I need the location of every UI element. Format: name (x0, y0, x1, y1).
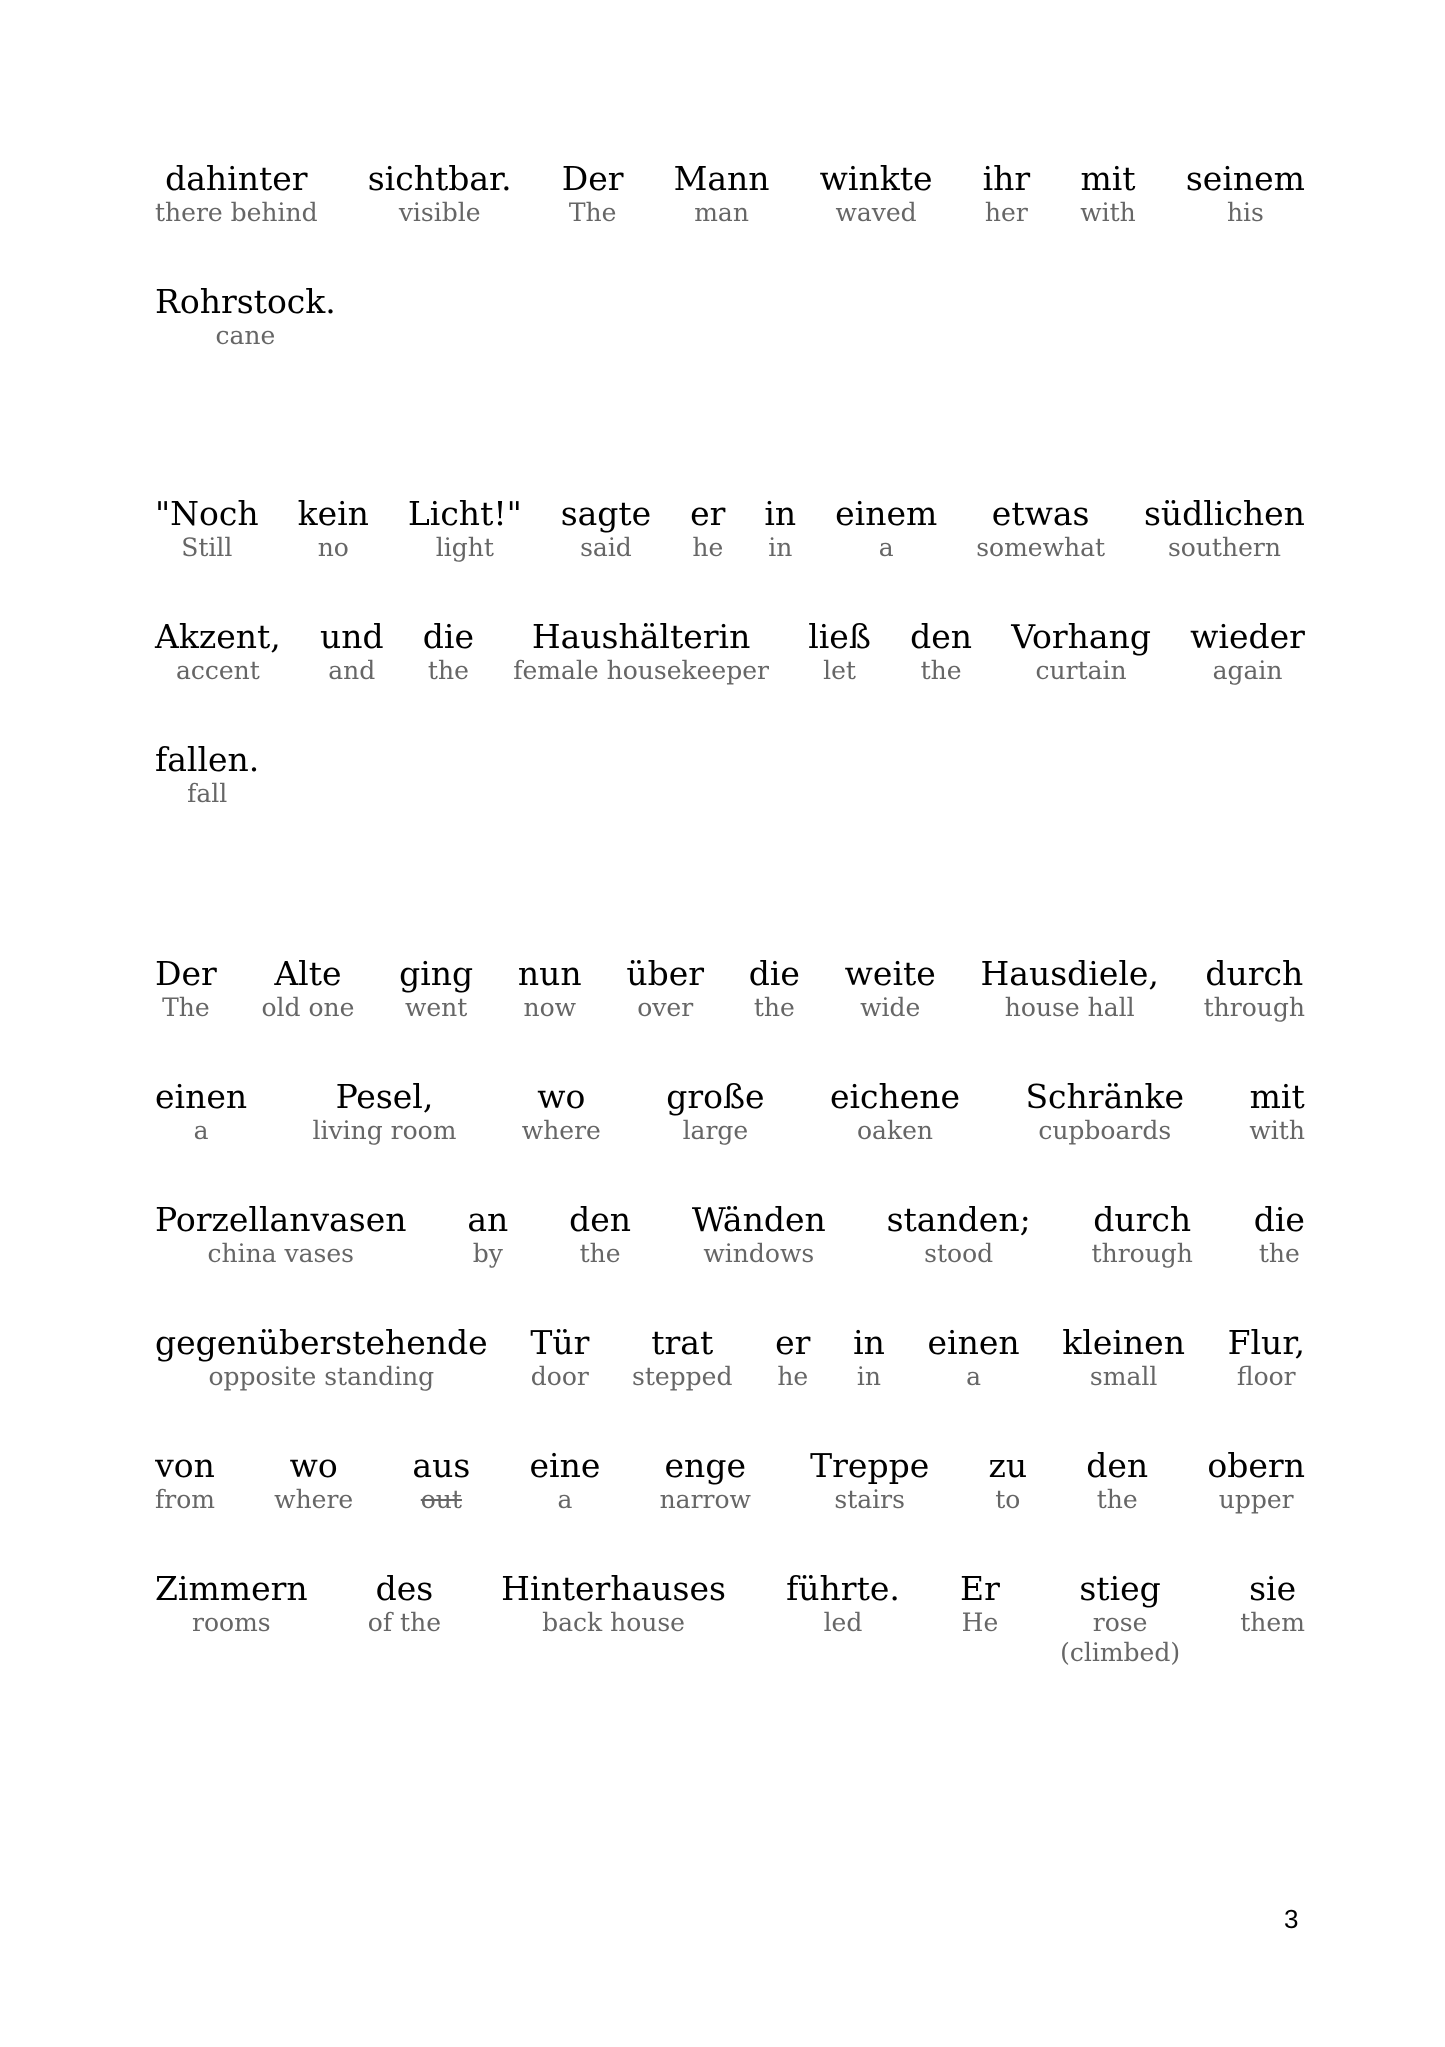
english-gloss: and (328, 656, 376, 685)
english-gloss: by (472, 1239, 503, 1268)
english-gloss: wide (860, 993, 921, 1022)
german-word: große (666, 1077, 765, 1116)
word-pair (155, 741, 259, 809)
english-gloss: the (753, 993, 795, 1022)
german-word: von (155, 1446, 215, 1485)
english-gloss: windows (703, 1239, 815, 1268)
word-pair (561, 495, 652, 563)
word-pair (626, 955, 704, 1023)
german-word: weite (844, 954, 936, 993)
german-word: des (375, 1569, 434, 1608)
word-pair (692, 1201, 826, 1269)
german-word: Tür (530, 1323, 590, 1362)
german-word: und (319, 617, 384, 656)
english-gloss: rooms (192, 1608, 271, 1637)
german-word: die (748, 954, 800, 993)
german-word: nun (517, 954, 582, 993)
english-gloss: He (961, 1608, 999, 1637)
word-pair (1190, 618, 1305, 686)
word-pair (820, 160, 933, 228)
interlinear-line (155, 1078, 1305, 1146)
word-pair (412, 1447, 470, 1515)
english-gloss: led (823, 1608, 863, 1637)
word-pair (1092, 1201, 1193, 1269)
word-pair (1207, 1447, 1305, 1515)
word-pair (155, 1570, 308, 1638)
german-word: führte. (786, 1569, 900, 1608)
english-gloss: them (1240, 1608, 1305, 1637)
english-gloss: upper (1218, 1485, 1294, 1514)
word-pair (155, 1201, 407, 1269)
german-word: aus (412, 1446, 471, 1485)
english-gloss: narrow (659, 1485, 751, 1514)
german-word: standen; (886, 1200, 1031, 1239)
word-pair (155, 955, 217, 1023)
german-word: Flur, (1227, 1323, 1305, 1362)
english-gloss: rose (1092, 1608, 1148, 1637)
word-pair (981, 955, 1159, 1023)
word-pair (690, 495, 725, 563)
german-word: Wänden (691, 1200, 826, 1239)
english-gloss: opposite standing (208, 1362, 435, 1391)
word-pair (261, 955, 354, 1023)
german-word: winkte (819, 159, 933, 198)
interlinear-line (155, 955, 1305, 1023)
german-word: sagte (560, 494, 652, 533)
interlinear-line (155, 1201, 1305, 1269)
english-gloss: back house (542, 1608, 685, 1637)
german-word: Alte (274, 954, 342, 993)
german-word: den (569, 1200, 632, 1239)
english-gloss: door (530, 1362, 589, 1391)
word-pair (775, 1324, 810, 1392)
word-pair (399, 955, 473, 1023)
english-gloss: fall (187, 779, 228, 808)
german-word: seinem (1185, 159, 1305, 198)
word-pair (313, 1078, 457, 1146)
german-word: einen (155, 1077, 248, 1116)
english-gloss: again (1212, 656, 1283, 685)
word-pair (155, 283, 336, 351)
english-gloss: floor (1236, 1362, 1296, 1391)
word-pair (835, 495, 937, 563)
english-gloss: from (155, 1485, 215, 1514)
word-pair (569, 1201, 631, 1269)
english-gloss: the (579, 1239, 621, 1268)
word-pair (408, 495, 522, 563)
english-gloss: with (1080, 198, 1136, 227)
english-gloss: a (966, 1362, 982, 1391)
german-word: sichtbar. (367, 159, 512, 198)
interlinear-line (155, 1570, 1305, 1668)
english-gloss: the (920, 656, 962, 685)
word-pair (983, 160, 1031, 228)
german-word: Er (960, 1569, 1000, 1608)
word-pair (1186, 160, 1305, 228)
english-gloss: in (856, 1362, 882, 1391)
word-pair (562, 160, 624, 228)
german-word: durch (1205, 954, 1304, 993)
word-pair (674, 160, 770, 228)
word-pair (522, 1078, 601, 1146)
word-pair (155, 1324, 488, 1392)
word-pair (764, 495, 796, 563)
german-word: sie (1249, 1569, 1297, 1608)
german-word: ihr (982, 159, 1031, 198)
english-gloss: stepped (632, 1362, 733, 1391)
word-pair (155, 1447, 215, 1515)
german-word: Hinterhauses (501, 1569, 726, 1608)
english-gloss: now (523, 993, 577, 1022)
english-gloss: stairs (834, 1485, 905, 1514)
word-pair (632, 1324, 732, 1392)
english-gloss: there behind (155, 198, 318, 227)
word-pair (976, 495, 1105, 563)
german-word: "Noch (155, 494, 259, 533)
german-word: den (1086, 1446, 1149, 1485)
english-gloss: to (995, 1485, 1021, 1514)
german-word: in (764, 494, 797, 533)
word-pair (1025, 1078, 1184, 1146)
german-word: wo (289, 1446, 338, 1485)
english-gloss: through (1091, 1239, 1193, 1268)
english-gloss: curtain (1035, 656, 1127, 685)
word-pair (530, 1324, 589, 1392)
german-word: Haushälterin (531, 617, 751, 656)
german-word: dahinter (165, 159, 308, 198)
english-gloss: southern (1167, 533, 1281, 562)
english-gloss: in (768, 533, 793, 562)
word-pair (368, 1570, 441, 1638)
word-pair (298, 495, 369, 563)
word-pair (666, 1078, 764, 1146)
german-word: Akzent, (155, 617, 281, 656)
word-pair (960, 1570, 1000, 1638)
german-word: trat (651, 1323, 714, 1362)
word-pair (1060, 1570, 1180, 1668)
word-pair (853, 1324, 885, 1392)
english-gloss: a (193, 1116, 209, 1145)
german-word: mit (1249, 1077, 1305, 1116)
german-word: an (467, 1200, 509, 1239)
word-pair (155, 1078, 247, 1146)
english-gloss: waved (835, 198, 917, 227)
english-gloss: over (637, 993, 694, 1022)
english-gloss: (climbed) (1060, 1638, 1181, 1667)
interlinear-line (155, 1324, 1305, 1392)
german-word: kleinen (1062, 1323, 1185, 1362)
english-gloss: cane (215, 321, 276, 350)
word-pair (810, 1447, 929, 1515)
german-word: Rohrstock. (155, 282, 336, 321)
english-gloss: visible (398, 198, 481, 227)
german-word: Mann (673, 159, 770, 198)
english-gloss-struck: out (420, 1485, 462, 1514)
word-pair (155, 618, 281, 686)
german-word: Hausdiele, (980, 954, 1159, 993)
english-gloss: female housekeeper (513, 656, 769, 685)
english-gloss: let (823, 656, 856, 685)
english-gloss: a (557, 1485, 573, 1514)
english-gloss: where (274, 1485, 354, 1514)
english-gloss: old one (261, 993, 355, 1022)
german-word: mit (1080, 159, 1136, 198)
word-pair (786, 1570, 900, 1638)
interlinear-line (155, 160, 1305, 228)
interlinear-line (155, 618, 1305, 686)
word-pair (320, 618, 384, 686)
german-word: Pesel, (335, 1077, 434, 1116)
german-word: ging (399, 954, 474, 993)
english-gloss: The (568, 198, 617, 227)
english-gloss: The (162, 993, 210, 1022)
word-pair (910, 618, 972, 686)
word-pair (808, 618, 871, 686)
german-word: obern (1207, 1446, 1305, 1485)
english-gloss: with (1249, 1116, 1305, 1145)
word-pair (1086, 1447, 1148, 1515)
word-pair (155, 495, 259, 563)
english-gloss: he (777, 1362, 809, 1391)
word-pair (513, 618, 769, 686)
word-pair (749, 955, 800, 1023)
german-word: Der (561, 159, 624, 198)
english-gloss: where (521, 1116, 601, 1145)
word-pair (1249, 1078, 1305, 1146)
german-word: Zimmern (155, 1569, 308, 1608)
german-word: eine (529, 1446, 601, 1485)
german-word: eichene (829, 1077, 961, 1116)
german-word: er (690, 494, 726, 533)
german-word: Licht!" (407, 494, 522, 533)
german-word: zu (988, 1446, 1028, 1485)
word-pair (1011, 618, 1151, 686)
german-word: Vorhang (1011, 617, 1151, 656)
interlinear-line (155, 283, 1305, 351)
word-pair (845, 955, 936, 1023)
english-gloss: man (694, 198, 749, 227)
german-word: Treppe (810, 1446, 930, 1485)
interlinear-line (155, 741, 1305, 809)
word-pair (274, 1447, 353, 1515)
german-word: er (775, 1323, 811, 1362)
german-word: enge (664, 1446, 746, 1485)
english-gloss: he (692, 533, 724, 562)
word-pair (1240, 1570, 1305, 1638)
english-gloss: living room (312, 1116, 457, 1145)
english-gloss: accent (175, 656, 260, 685)
german-word: die (1253, 1200, 1305, 1239)
german-word: einem (835, 494, 938, 533)
word-pair (467, 1201, 508, 1269)
word-pair (155, 160, 318, 228)
german-word: in (853, 1323, 885, 1362)
word-pair (423, 618, 474, 686)
german-word: Porzellanvasen (155, 1200, 407, 1239)
word-pair (660, 1447, 751, 1515)
german-word: etwas (991, 494, 1090, 533)
english-gloss: the (1096, 1485, 1138, 1514)
english-gloss: no (317, 533, 349, 562)
word-pair (988, 1447, 1027, 1515)
interlinear-line (155, 1447, 1305, 1515)
word-pair (501, 1570, 726, 1638)
word-pair (887, 1201, 1031, 1269)
english-gloss: Still (181, 533, 233, 562)
word-pair (368, 160, 512, 228)
german-word: wieder (1190, 617, 1305, 656)
interlinear-line (155, 495, 1305, 563)
german-word: ließ (808, 617, 871, 656)
english-gloss: stood (924, 1239, 994, 1268)
english-gloss: china vases (207, 1239, 355, 1268)
german-word: über (626, 954, 705, 993)
english-gloss: large (682, 1116, 749, 1145)
english-gloss: cupboards (1038, 1116, 1172, 1145)
german-word: Schränke (1025, 1077, 1185, 1116)
word-pair (1080, 160, 1136, 228)
english-gloss: said (580, 533, 632, 562)
word-pair (830, 1078, 960, 1146)
german-word: fallen. (155, 740, 260, 779)
word-pair (928, 1324, 1020, 1392)
english-gloss: went (404, 993, 468, 1022)
word-pair (1144, 495, 1305, 563)
german-word: stieg (1079, 1569, 1161, 1608)
german-word: einen (927, 1323, 1020, 1362)
english-gloss: oaken (857, 1116, 934, 1145)
english-gloss: light (435, 533, 494, 562)
word-pair (1254, 1201, 1305, 1269)
german-word: den (910, 617, 972, 656)
word-pair (518, 955, 582, 1023)
german-word: Der (155, 954, 217, 993)
english-gloss: of the (367, 1608, 441, 1637)
german-word: südlichen (1143, 494, 1305, 533)
english-gloss: a (878, 533, 894, 562)
english-gloss: somewhat (976, 533, 1106, 562)
english-gloss: small (1089, 1362, 1158, 1391)
english-gloss: her (984, 198, 1028, 227)
english-gloss: house hall (1004, 993, 1135, 1022)
word-pair (1062, 1324, 1185, 1392)
english-gloss: through (1203, 993, 1305, 1022)
german-word: wo (537, 1077, 586, 1116)
german-word: gegenüberstehende (155, 1323, 488, 1362)
german-word: kein (297, 494, 369, 533)
word-pair (530, 1447, 601, 1515)
english-gloss: the (1258, 1239, 1300, 1268)
word-pair (1204, 955, 1305, 1023)
english-gloss: the (427, 656, 469, 685)
english-gloss: his (1226, 198, 1264, 227)
german-word: die (422, 617, 475, 656)
page-number: 3 (1284, 1904, 1299, 1934)
word-pair (1228, 1324, 1305, 1392)
german-word: durch (1093, 1200, 1192, 1239)
